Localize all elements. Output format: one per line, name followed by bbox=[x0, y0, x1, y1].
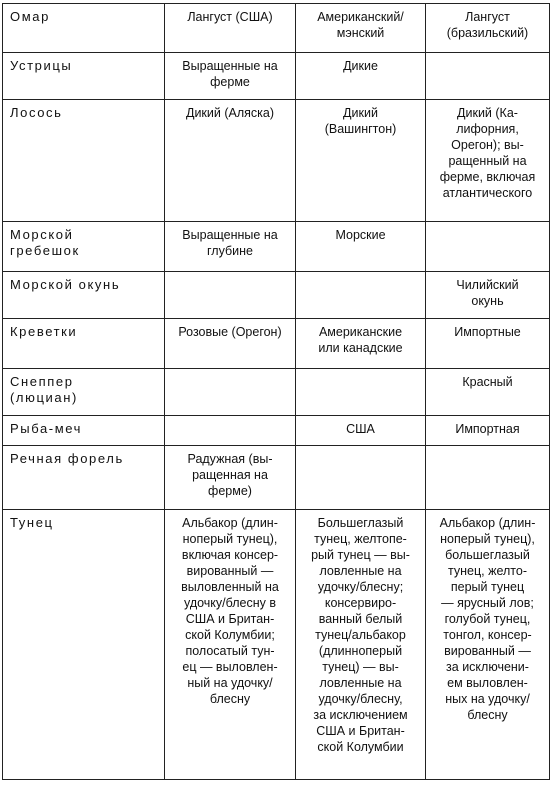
table-row bbox=[3, 4, 550, 53]
cell bbox=[296, 369, 426, 416]
row-name: Устрицы bbox=[3, 53, 165, 100]
row-name: Морской окунь bbox=[3, 272, 165, 319]
table-row bbox=[3, 272, 550, 319]
cell: Выращенные на глубине bbox=[165, 222, 296, 272]
table-row bbox=[3, 510, 550, 780]
cell bbox=[296, 272, 426, 319]
cell: Розовые (Орегон) bbox=[165, 319, 296, 369]
cell: Красный bbox=[426, 369, 550, 416]
cell: Американские или канадские bbox=[296, 319, 426, 369]
cell: Альбакор (длин- ноперый тунец), большеглазый тунец, желто- перый тунец — ярусный лов; голубой тунец, тонгол, консер- вированный — за исключени- ем выловлен- ных на удочку/ блесну bbox=[426, 510, 550, 780]
row-name: Креветки bbox=[3, 319, 165, 369]
cell: Дикий (Вашингтон) bbox=[296, 100, 426, 222]
cell: Морские bbox=[296, 222, 426, 272]
table-row bbox=[3, 222, 550, 272]
cell: Импортная bbox=[426, 416, 550, 446]
seafood-table bbox=[2, 3, 550, 780]
cell bbox=[426, 222, 550, 272]
row-name: Лосось bbox=[3, 100, 165, 222]
cell: Чилийский окунь bbox=[426, 272, 550, 319]
cell: Большеглазый тунец, желтопе- рый тунец — вы- ловленные на удочку/блесну; консервиро- ванный белый тунец/альбакор (длинноперый тунец) — вы- ловленные на удочку/блесну, за исключением США и Британ- ской Колумбии bbox=[296, 510, 426, 780]
cell: Американский/ мэнский bbox=[296, 4, 426, 53]
cell: Альбакор (длин- ноперый тунец), включая консер- вированный — выловленный на удочку/блесну в США и Британ- ской Колумбии; полосатый тун- ец — выловлен- ный на удочку/ блесну bbox=[165, 510, 296, 780]
cell: Дикий (Ка- лифорния, Орегон); вы- ращенный на ферме, включая атлантического bbox=[426, 100, 550, 222]
table-row bbox=[3, 319, 550, 369]
cell bbox=[165, 272, 296, 319]
cell bbox=[426, 446, 550, 510]
cell bbox=[296, 446, 426, 510]
table-row bbox=[3, 446, 550, 510]
row-name: Омар bbox=[3, 4, 165, 53]
cell: Выращенные на ферме bbox=[165, 53, 296, 100]
table-row bbox=[3, 369, 550, 416]
cell: США bbox=[296, 416, 426, 446]
row-name: Рыба-меч bbox=[3, 416, 165, 446]
row-name: Речная форель bbox=[3, 446, 165, 510]
cell bbox=[426, 53, 550, 100]
table-row bbox=[3, 100, 550, 222]
row-name: Морской гребешок bbox=[3, 222, 165, 272]
table-row bbox=[3, 53, 550, 100]
table-row bbox=[3, 416, 550, 446]
row-name: Тунец bbox=[3, 510, 165, 780]
cell bbox=[165, 416, 296, 446]
cell: Дикий (Аляска) bbox=[165, 100, 296, 222]
row-name: Снеппер (люциан) bbox=[3, 369, 165, 416]
cell: Лангуст (США) bbox=[165, 4, 296, 53]
cell: Лангуст (бразильский) bbox=[426, 4, 550, 53]
cell: Дикие bbox=[296, 53, 426, 100]
cell: Радужная (вы- ращенная на ферме) bbox=[165, 446, 296, 510]
cell: Импортные bbox=[426, 319, 550, 369]
cell bbox=[165, 369, 296, 416]
